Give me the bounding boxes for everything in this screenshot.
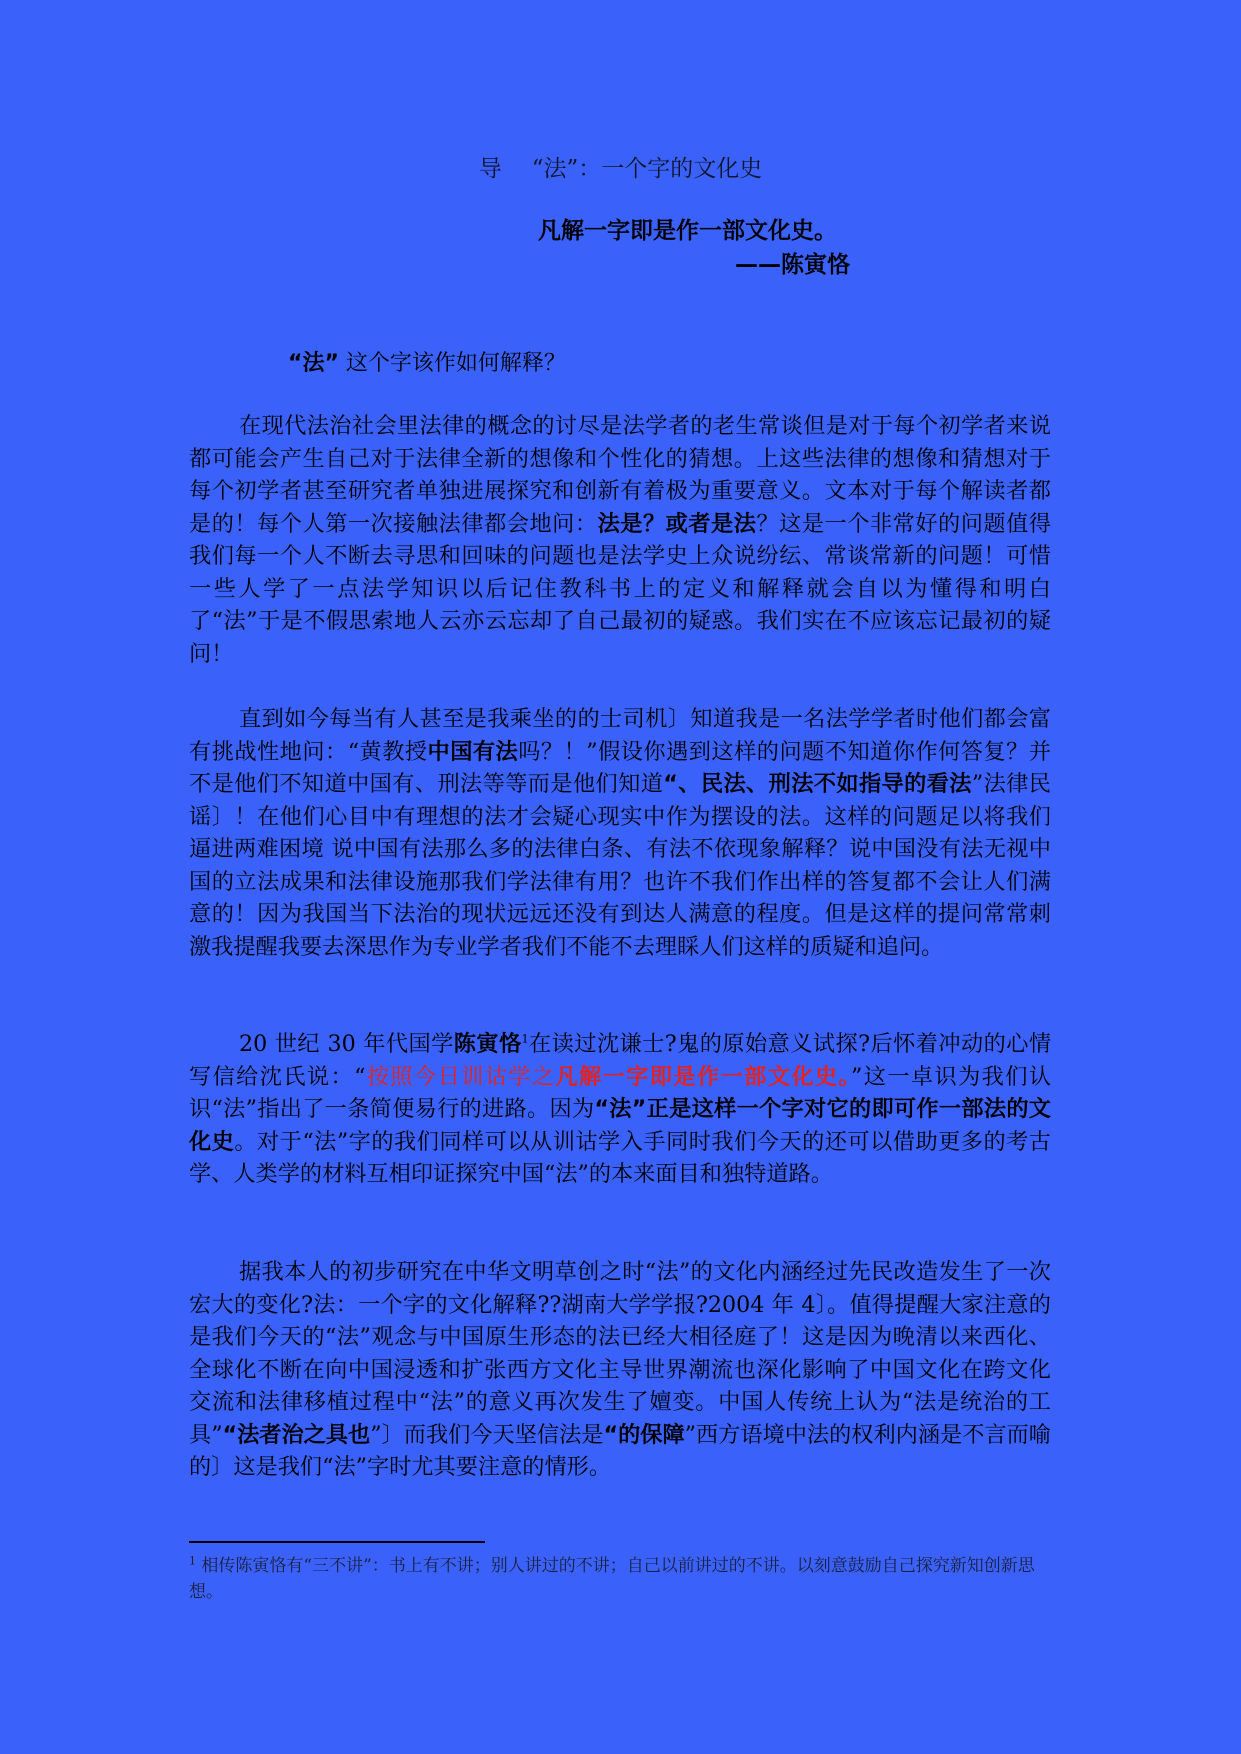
- p4-text-2: ”〕而我们今天坚信法是: [370, 1421, 604, 1448]
- footnote-text: 相传陈寅恪有“三不讲”：书上有不讲；别人讲过的不讲；自己以前讲过的不讲。以刻意鼓励自己探究新知创新思想。: [189, 1556, 1035, 1602]
- p1-text-2: ？这是一个非常好的问题值得我们每一个人不断去寻思和回味的问题也是法学史上众说纷纭、常谈常新的问题！可惜一些人学了一点法学知识以后记住教科书上的定义和解释就会自以为懂得和明白了“法”于是不假思索地人云亦云忘却了自己最初的疑惑。我们实在不应该忘记最初的疑问！: [189, 510, 1052, 667]
- title-text: “法”：一个字的文化史: [531, 156, 763, 182]
- p3-red-1: 按照今日训诂学之: [365, 1063, 556, 1090]
- epigraph-author: ——陈寅恪: [735, 252, 850, 278]
- paragraph-2: [189, 703, 1051, 963]
- footnote: [189, 1553, 1051, 1605]
- p4-bold-2: “的保障: [603, 1421, 685, 1448]
- question-text: 这个字该作如何解释？: [345, 351, 566, 376]
- section-question: [288, 346, 566, 377]
- p3-text-4: 。对于“法”字的我们同样可以从训诂学入手同时我们今天的还可以借助更多的考古学、人类学的材料互相印证探究中国“法”的本来面目和独特道路。: [189, 1128, 1051, 1187]
- footnote-marker[interactable]: 1: [521, 1032, 529, 1046]
- p2-text-1: 直到如今每当有人甚至是我乘坐的的士司机〕知道我是一名法学学者时他们都会富有挑战性地问：“黄教授: [189, 706, 1051, 765]
- epigraph: [538, 214, 850, 282]
- p2-text-3: ”法律民谣〕！在他们心目中有理想的法才会疑心现实中作为摆设的法。这样的问题足以将我们逼进两难困境 说中国有法那么多的法律白条、有法不依现象解释？说中国没有法无视中国的立法成果和法律设施那我们学法律有用？也许不我们作出样的答复都不会让人们满意的！因为我国当下法治的现状远远还没有到达人满意的程度。但是这样的提问常常刺激我提醒我要去深思作为专业学者我们不能不去理睬人们这样的质疑和追问。: [189, 771, 1051, 960]
- p4-text-3: ”西方语境中法的权利内涵是不言而喻的〕这是我们“法”字时尤其要注意的情形。: [189, 1421, 1051, 1480]
- paragraph-4: [189, 1256, 1051, 1484]
- p3-red-bold-1: 凡解一字即是作一部文化史。: [555, 1063, 852, 1090]
- p3-bold-2: “法”正是这样一个字对它的即可作一部法的文化史: [189, 1096, 1051, 1155]
- title-prefix: 导: [478, 156, 502, 182]
- paragraph-3: [189, 1028, 1051, 1191]
- p3-bold-1: 陈寅恪: [453, 1031, 522, 1057]
- footnote-number: 1: [189, 1554, 196, 1568]
- p1-text-1: 在现代法治社会里法律的概念的讨尽是法学者的老生常谈但是对于每个初学者来说都可能会产生自己对于法律全新的想像和个性化的猜想。上这些法律的想像和猜想对于每个初学者甚至研究者单独进展探究和创新有着极为重要意义。文本对于每个解读者都是的！每个人第一次接触法律都会地问：: [189, 413, 1051, 537]
- epigraph-quote: 凡解一字即是作一部文化史。: [538, 218, 837, 244]
- p3-text-2: 在读过沈谦士?鬼的原始意义试探?后怀着冲动的心情写信给沈氏说：“: [189, 1031, 1052, 1090]
- p3-text-3: ”这一卓识为我们认识“法”指出了一条简便易行的进路。因为: [189, 1063, 1052, 1122]
- question-keyword: “法”: [288, 351, 339, 376]
- p4-bold-1: “法者治之具也: [222, 1421, 371, 1448]
- chapter-title: [0, 150, 1241, 183]
- p2-bold-2: “、民法、刑法不如指导的看法: [663, 771, 972, 797]
- p1-bold-1: 法是？或者是法: [597, 510, 757, 537]
- footnote-divider: [189, 1541, 485, 1543]
- paragraph-1: [189, 410, 1051, 670]
- p3-text-1: 20 世纪 30 年代国学: [239, 1031, 454, 1057]
- p2-bold-1: 中国有法: [427, 738, 519, 765]
- p2-text-2: 吗？！”假设你遇到这样的问题不知道你作何答复？并不是他们不知道中国有、刑法等等而是他们知道: [189, 738, 1052, 797]
- p4-text-1: 据我本人的初步研究在中华文明草创之时“法”的文化内涵经过先民改造发生了一次宏大的变化?法：一个字的文化解释??湖南大学学报?2004 年 4〕。值得提醒大家注意的是我们今天的“法”观念与中国原生形态的法已经大相径庭了！这是因为晚清以来西化、全球化不断在向中国浸透和扩张西方文化主导世界潮流也深化影响了中国文化在跨文化交流和法律移植过程中“法”的意义再次发生了嬗变。中国人传统上认为“法是统治的工具”: [189, 1259, 1051, 1448]
